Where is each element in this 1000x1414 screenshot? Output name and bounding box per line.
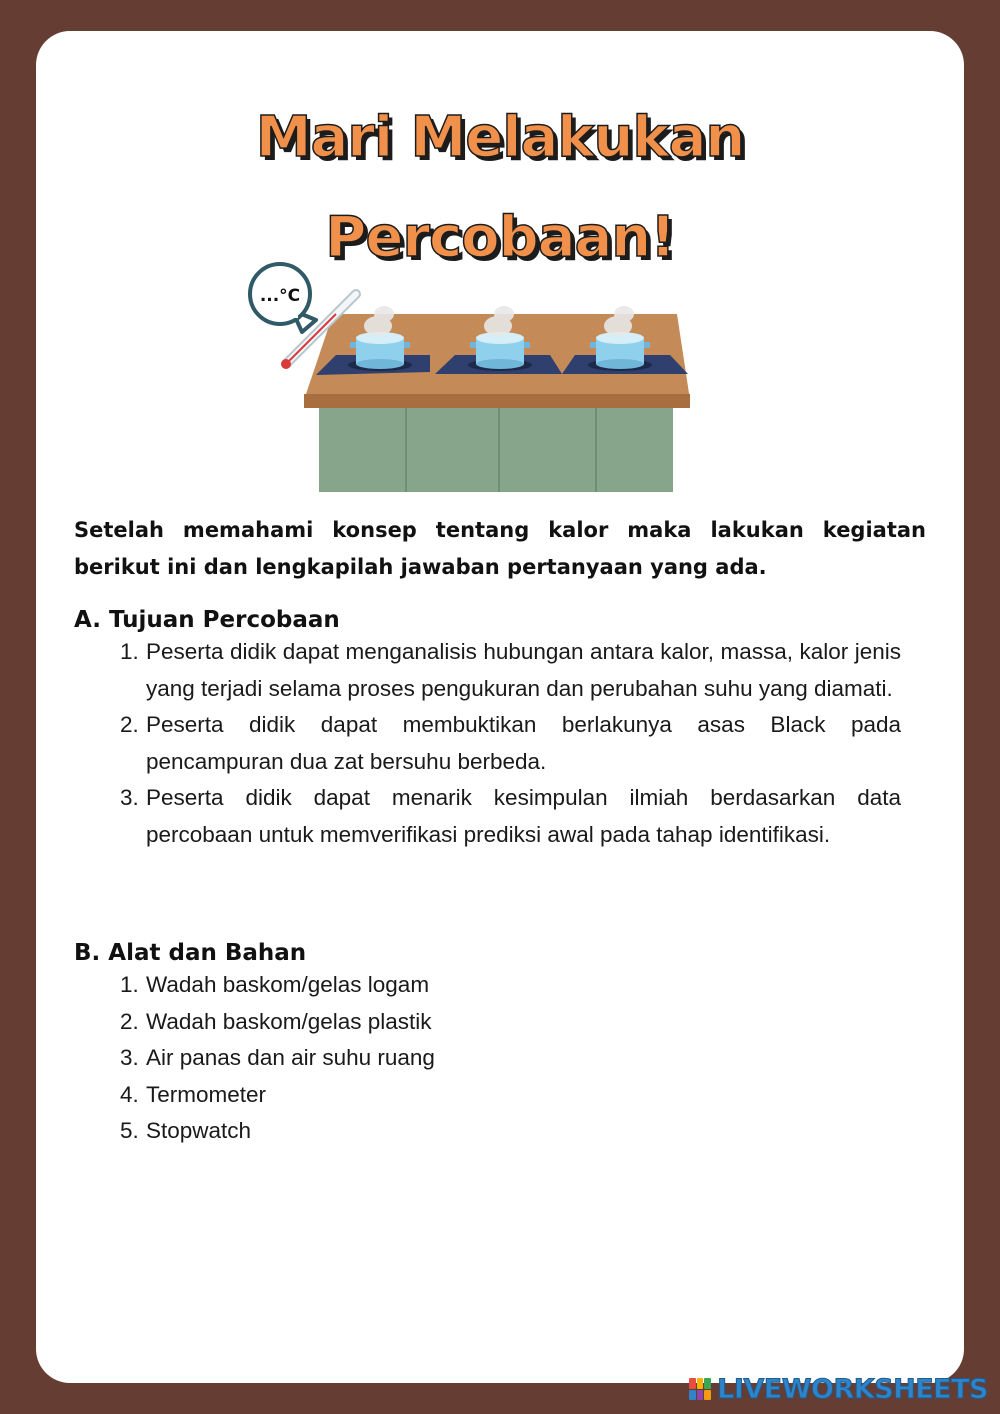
list-item: 1. Wadah baskom/gelas logam <box>120 972 430 997</box>
list-item: 2. Wadah baskom/gelas plastik <box>120 1008 432 1034</box>
pot-3 <box>588 332 652 371</box>
list-item: 5. Stopwatch <box>120 1118 252 1144</box>
title-line-2: Percobaan! <box>325 205 675 270</box>
pot-1 <box>348 332 412 371</box>
counter-base <box>319 404 673 492</box>
liveworksheets-logo-icon <box>689 1378 711 1400</box>
experiment-illustration <box>240 256 700 496</box>
list-item: 3. Peserta didik dapat menarik kesimpulan ilmiah berdasarkan data percobaan untuk memverifikasi prediksi awal pada tahap identifikasi. <box>120 785 901 847</box>
section-b-heading: B. Alat dan Bahan <box>74 940 307 966</box>
list-item: 2. Peserta didik dapat membuktikan berlakunya asas Black pada pencampuran dua zat bersuhu berbeda. <box>120 712 901 774</box>
liveworksheets-wordmark: LIVEWORKSHEETS <box>717 1373 988 1405</box>
temperature-bubble <box>250 264 316 332</box>
section-a-heading: A. Tujuan Percobaan <box>74 607 340 633</box>
thermometer-label: ...°C <box>259 286 301 306</box>
intro-paragraph: Setelah memahami konsep tentang kalor maka lakukan kegiatan berikut ini dan lengkapilah jawaban pertanyaan yang ada. <box>74 518 926 579</box>
liveworksheets-brand[interactable] <box>689 1374 988 1404</box>
list-item: 4. Termometer <box>120 1081 267 1107</box>
pot-2 <box>468 332 532 371</box>
list-item: 1. Peserta didik dapat menganalisis hubungan antara kalor, massa, kalor jenis yang terjadi selama proses pengukuran dan perubahan suhu yang diamati. <box>120 639 901 701</box>
materials-list <box>118 967 901 1150</box>
title-line-1: Mari Melakukan <box>255 105 745 170</box>
objectives-list <box>118 634 901 854</box>
list-item: 3. Air panas dan air suhu ruang <box>120 1045 435 1071</box>
